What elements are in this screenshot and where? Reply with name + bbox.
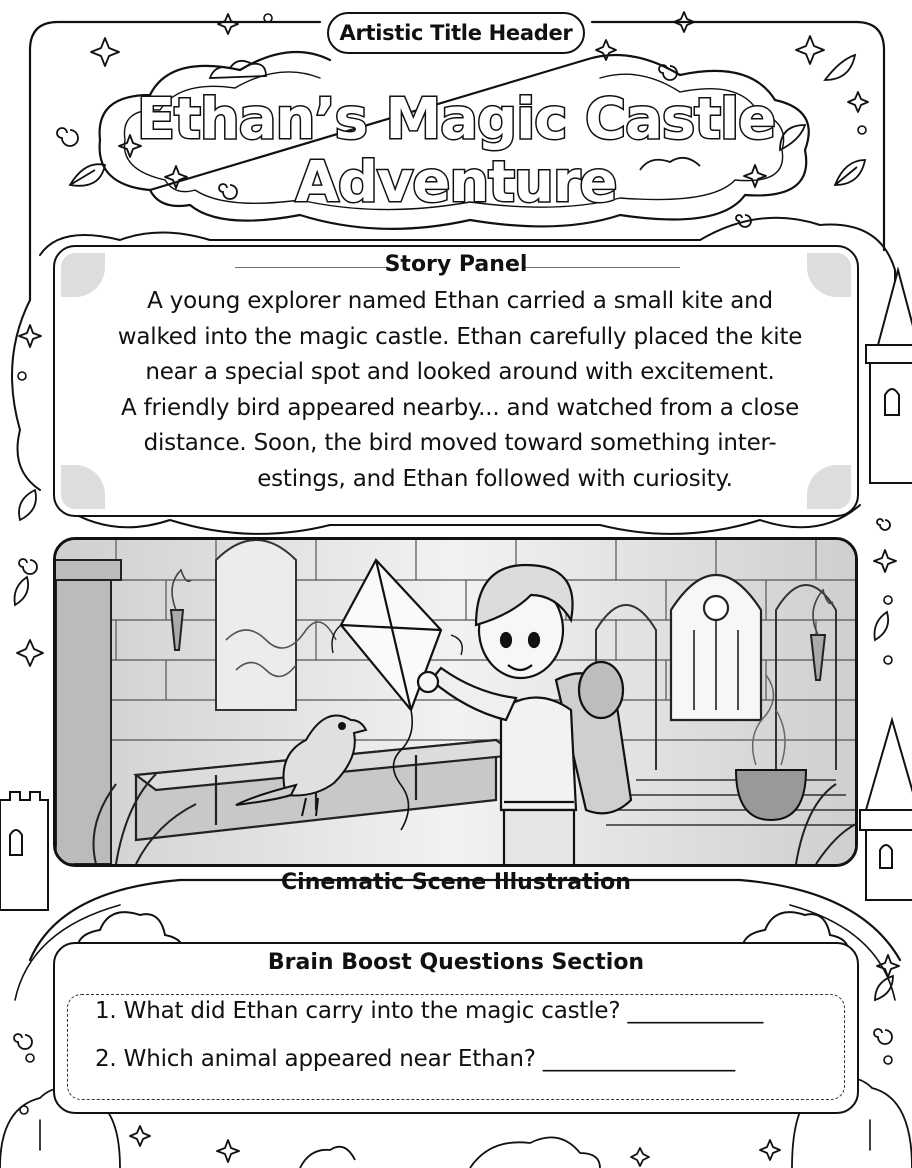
questions-label: Brain Boost Questions Section bbox=[267, 950, 645, 975]
story-line: A friendly bird appeared nearby... and watched from a close bbox=[120, 394, 800, 421]
story-line: A young explorer named Ethan carried a small kite and bbox=[147, 288, 773, 314]
header-chip: Artistic Title Header bbox=[327, 12, 585, 54]
story-line: estings, and Ethan followed with curiosity. bbox=[257, 465, 733, 492]
question-2: 2. Which animal appeared near Ethan? _________________ bbox=[95, 1046, 735, 1072]
story-text bbox=[60, 284, 860, 497]
question-1: 1. What did Ethan carry into the magic castle? ____________ bbox=[95, 998, 764, 1024]
page-title-line1: Ethan’s Magic Castle bbox=[136, 87, 776, 152]
story-line: near a special spot and looked around with excitement. bbox=[145, 359, 775, 385]
story-line: distance. Soon, the bird moved toward something inter- bbox=[143, 430, 777, 456]
story-panel-label: Story Panel bbox=[384, 252, 528, 277]
scene-illustration bbox=[53, 537, 858, 867]
castle-interior-scene bbox=[56, 540, 855, 864]
window-icon bbox=[671, 575, 761, 720]
scene-caption: Cinematic Scene Illustration bbox=[281, 870, 631, 895]
story-line: walked into the magic castle. Ethan carefully placed the kite bbox=[117, 323, 803, 350]
page-title-line2: Adventure bbox=[295, 150, 617, 215]
